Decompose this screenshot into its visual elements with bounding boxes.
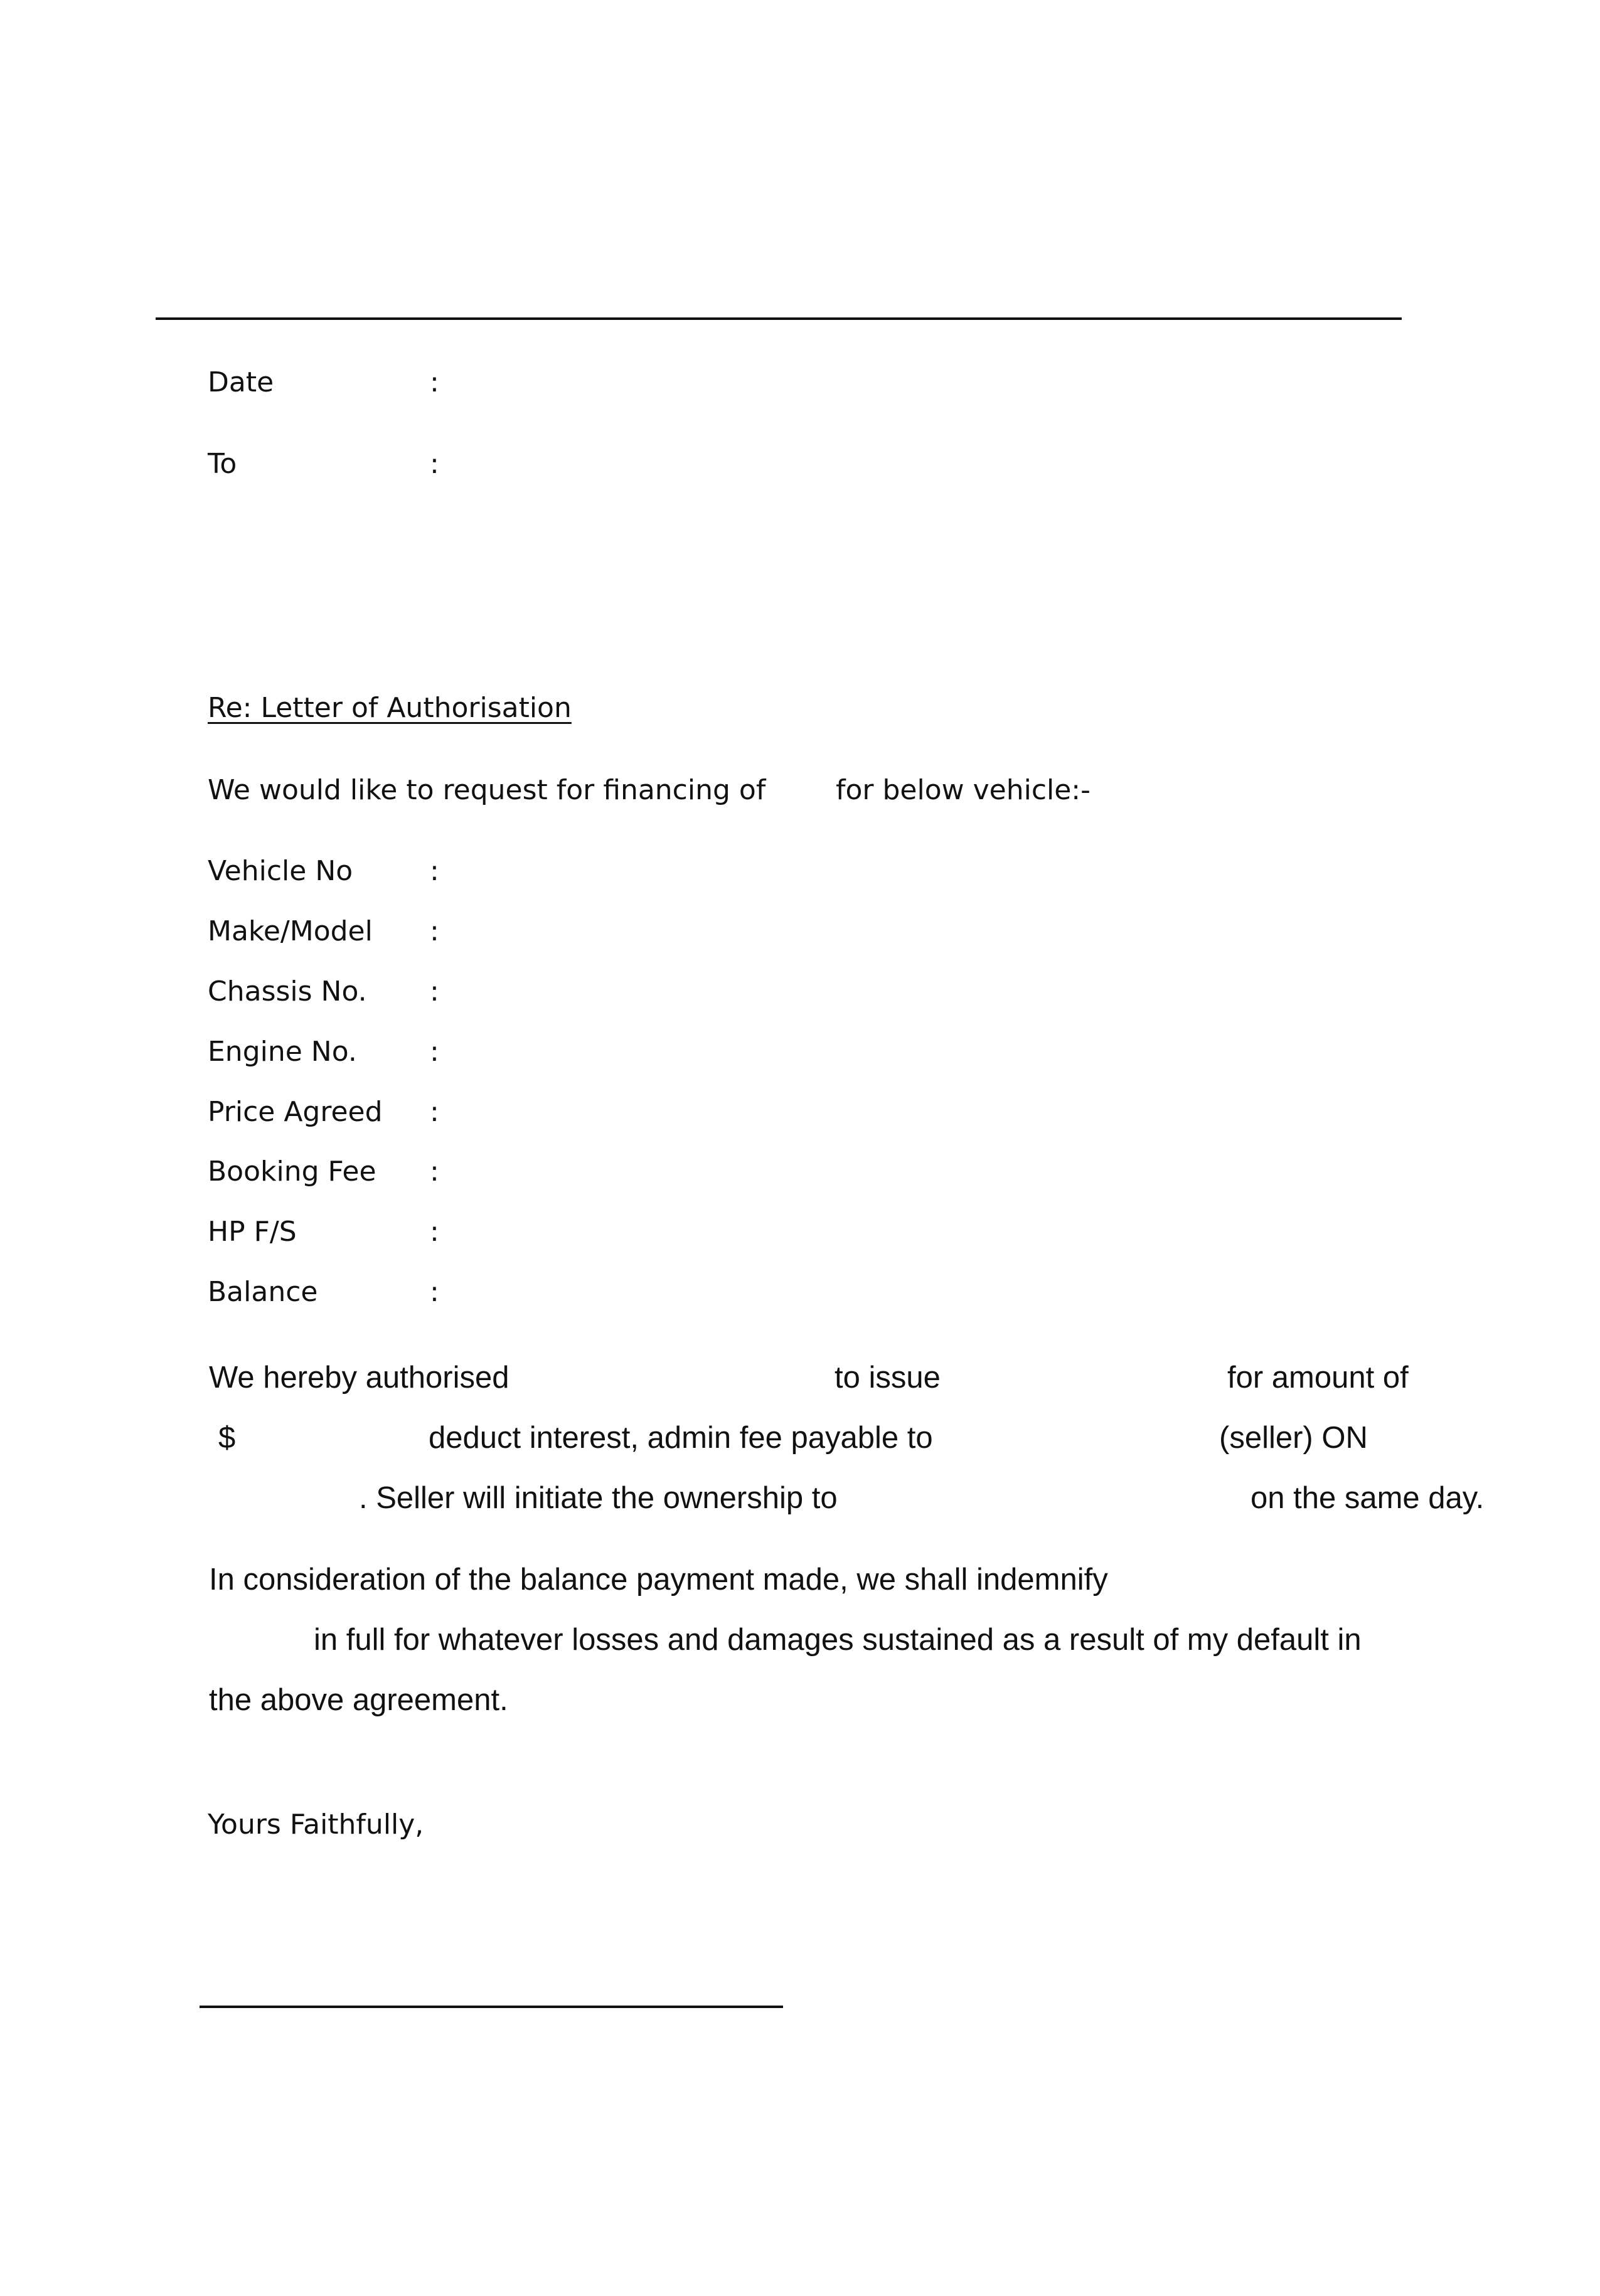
- request-text-start: We would like to request for financing of: [208, 774, 766, 806]
- hp-fs-label: HP F/S: [208, 1216, 297, 1248]
- make-model-label: Make/Model: [208, 915, 373, 947]
- auth-line1-middle: to issue: [835, 1361, 941, 1395]
- booking-fee-colon: :: [430, 1156, 439, 1188]
- balance-label: Balance: [208, 1276, 318, 1308]
- signature-line: [200, 2006, 783, 2008]
- header-rule: [156, 317, 1402, 320]
- vehicle-no-colon: :: [430, 855, 439, 887]
- indemnity-line1: In consideration of the balance payment made, we shall indemnify: [209, 1563, 1108, 1597]
- date-label: Date: [208, 366, 274, 398]
- auth-line3-end: on the same day.: [1251, 1481, 1485, 1515]
- auth-line1-start: We hereby authorised: [209, 1361, 509, 1395]
- vehicle-no-label: Vehicle No: [208, 855, 353, 887]
- auth-line1-end: for amount of: [1227, 1361, 1409, 1395]
- engine-no-label: Engine No.: [208, 1036, 357, 1068]
- hp-fs-colon: :: [430, 1216, 439, 1248]
- price-agreed-colon: :: [430, 1096, 439, 1128]
- indemnity-line2: in full for whatever losses and damages sustained as a result of my default in: [314, 1623, 1362, 1657]
- chassis-no-colon: :: [430, 975, 439, 1007]
- booking-fee-label: Booking Fee: [208, 1156, 376, 1188]
- to-label: To: [208, 448, 237, 480]
- price-agreed-label: Price Agreed: [208, 1096, 383, 1128]
- auth-line2-middle: deduct interest, admin fee payable to: [429, 1421, 933, 1455]
- auth-line3-start: . Seller will initiate the ownership to: [359, 1481, 838, 1515]
- auth-line2-dollar: $: [218, 1421, 236, 1455]
- to-colon: :: [430, 448, 439, 480]
- indemnity-line3: the above agreement.: [209, 1683, 508, 1717]
- request-text-end: for below vehicle:-: [836, 774, 1091, 806]
- chassis-no-label: Chassis No.: [208, 975, 367, 1007]
- balance-colon: :: [430, 1276, 439, 1308]
- subject-line: Re: Letter of Authorisation: [208, 692, 572, 724]
- auth-line2-end: (seller) ON: [1219, 1421, 1368, 1455]
- engine-no-colon: :: [430, 1036, 439, 1068]
- date-colon: :: [430, 366, 439, 398]
- make-model-colon: :: [430, 915, 439, 947]
- closing-text: Yours Faithfully,: [208, 1809, 424, 1841]
